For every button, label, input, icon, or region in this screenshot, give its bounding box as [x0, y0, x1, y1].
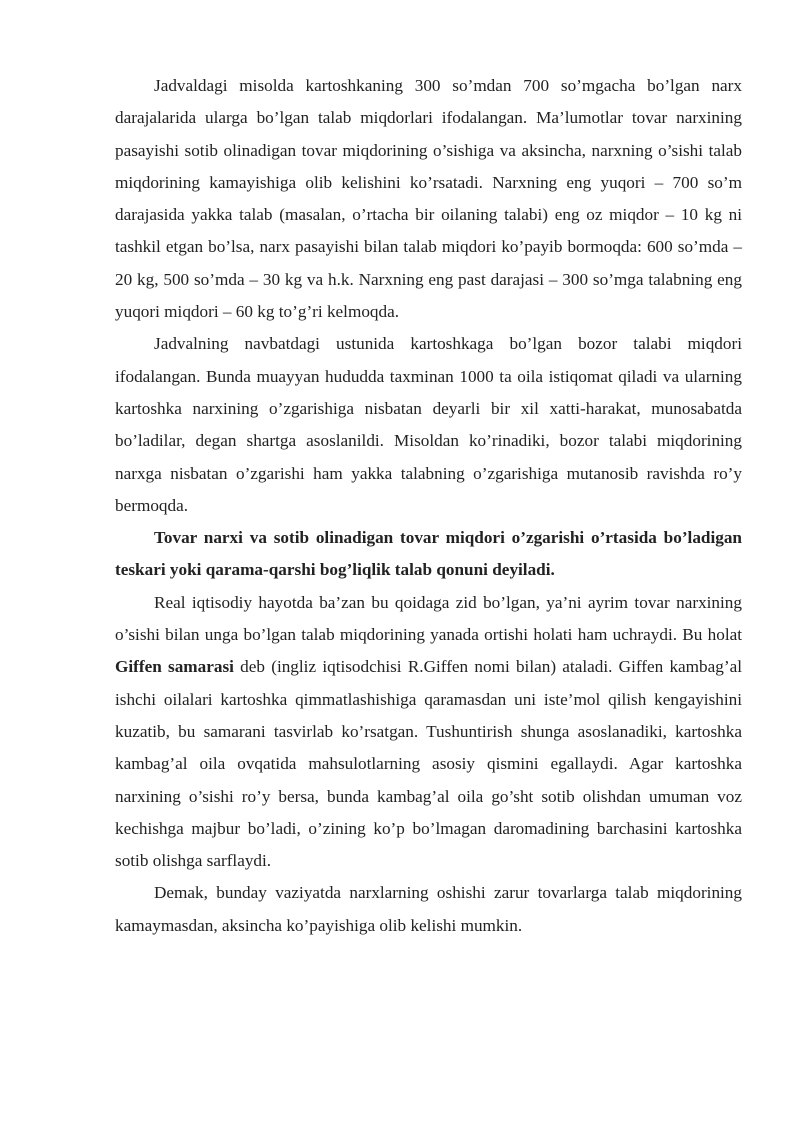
giffen-text-before: Real iqtisodiy hayotda ba’zan bu qoidaga zid bo’lgan, ya’ni ayrim tovar narxining o’sishi bilan unga bo’lgan talab miqdorining yanada ortishi holati ham uchraydi. Bu holat [115, 592, 742, 645]
document-page [115, 70, 742, 942]
paragraph-conclusion: Demak, bunday vaziyatda narxlarning oshishi zarur tovarlarga talab miqdorining kamaymasdan, aksincha ko’payishiga olib kelishi mumkin. [115, 883, 742, 935]
paragraph-price-quantity-table: Jadvaldagi misolda kartoshkaning 300 so’mdan 700 so’mgacha bo’lgan narx darajalarida ularga bo’lgan talab miqdorlari ifodalangan. Ma’lumotlar tovar narxining pasayishi sotib olinadigan tovar miqdorining o’sishiga va aksincha, narxning o’sishi talab miqdorining kamayishiga olib kelishini ko’rsatadi. Narxning eng yuqori – 700 so’m darajasida yakka talab (masalan, o’rtacha bir oilaning talabi) eng oz miqdor – 10 kg ni tashkil etgan bo’lsa, narx pasayishi bilan talab miqdori ko’payib bormoqda: 600 so’mda – 20 kg, 500 so’mda – 30 kg va h.k. Narxning eng past darajasi – 300 so’mga talabning eng yuqori miqdori – 60 kg to’g’ri kelmoqda. [115, 76, 742, 322]
paragraph-law-of-demand: Tovar narxi va sotib olinadigan tovar miqdori o’zgarishi o’rtasida bo’ladigan teskari yoki qarama-qarshi bog’liqlik talab qonuni deyiladi. [115, 528, 742, 580]
paragraph-market-demand: Jadvalning navbatdagi ustunida kartoshkaga bo’lgan bozor talabi miqdori ifodalangan. Bunda muayyan hududda taxminan 1000 ta oila istiqomat qiladi va ularning kartoshka narxining o’zgarishiga nisbatan deyarli bir xil xatti-harakat, munosabatda bo’ladilar, degan shartga asoslanildi. Misoldan ko’rinadiki, bozor talabi miqdorining narxga nisbatan o’zgarishi ham yakka talabning o’zgarishiga mutanosib ravishda ro’y bermoqda. [115, 334, 742, 515]
paragraph-giffen-effect [115, 587, 742, 878]
giffen-text-after: deb (ingliz iqtisodchisi R.Giffen nomi bilan) ataladi. Giffen kambag’al ishchi oilalari kartoshka qimmatlashishiga qaramasdan uni iste’mol qilish kengayishini kuzatib, bu samarani tasvirlab ko’rsatgan. Tushuntirish shunga asoslanadiki, kartoshka kambag’al oila ovqatida mahsulotlarning asosiy qismini egallaydi. Agar kartoshka narxining o’sishi ro’y bersa, bunda kambag’al oila go’sht sotib olishdan umuman voz kechishga majbur bo’ladi, o’zining ko’p bo’lmagan daromadining barchasini kartoshka sotib olishga sarflaydi. [115, 657, 742, 871]
giffen-term: Giffen samarasi [115, 657, 234, 677]
